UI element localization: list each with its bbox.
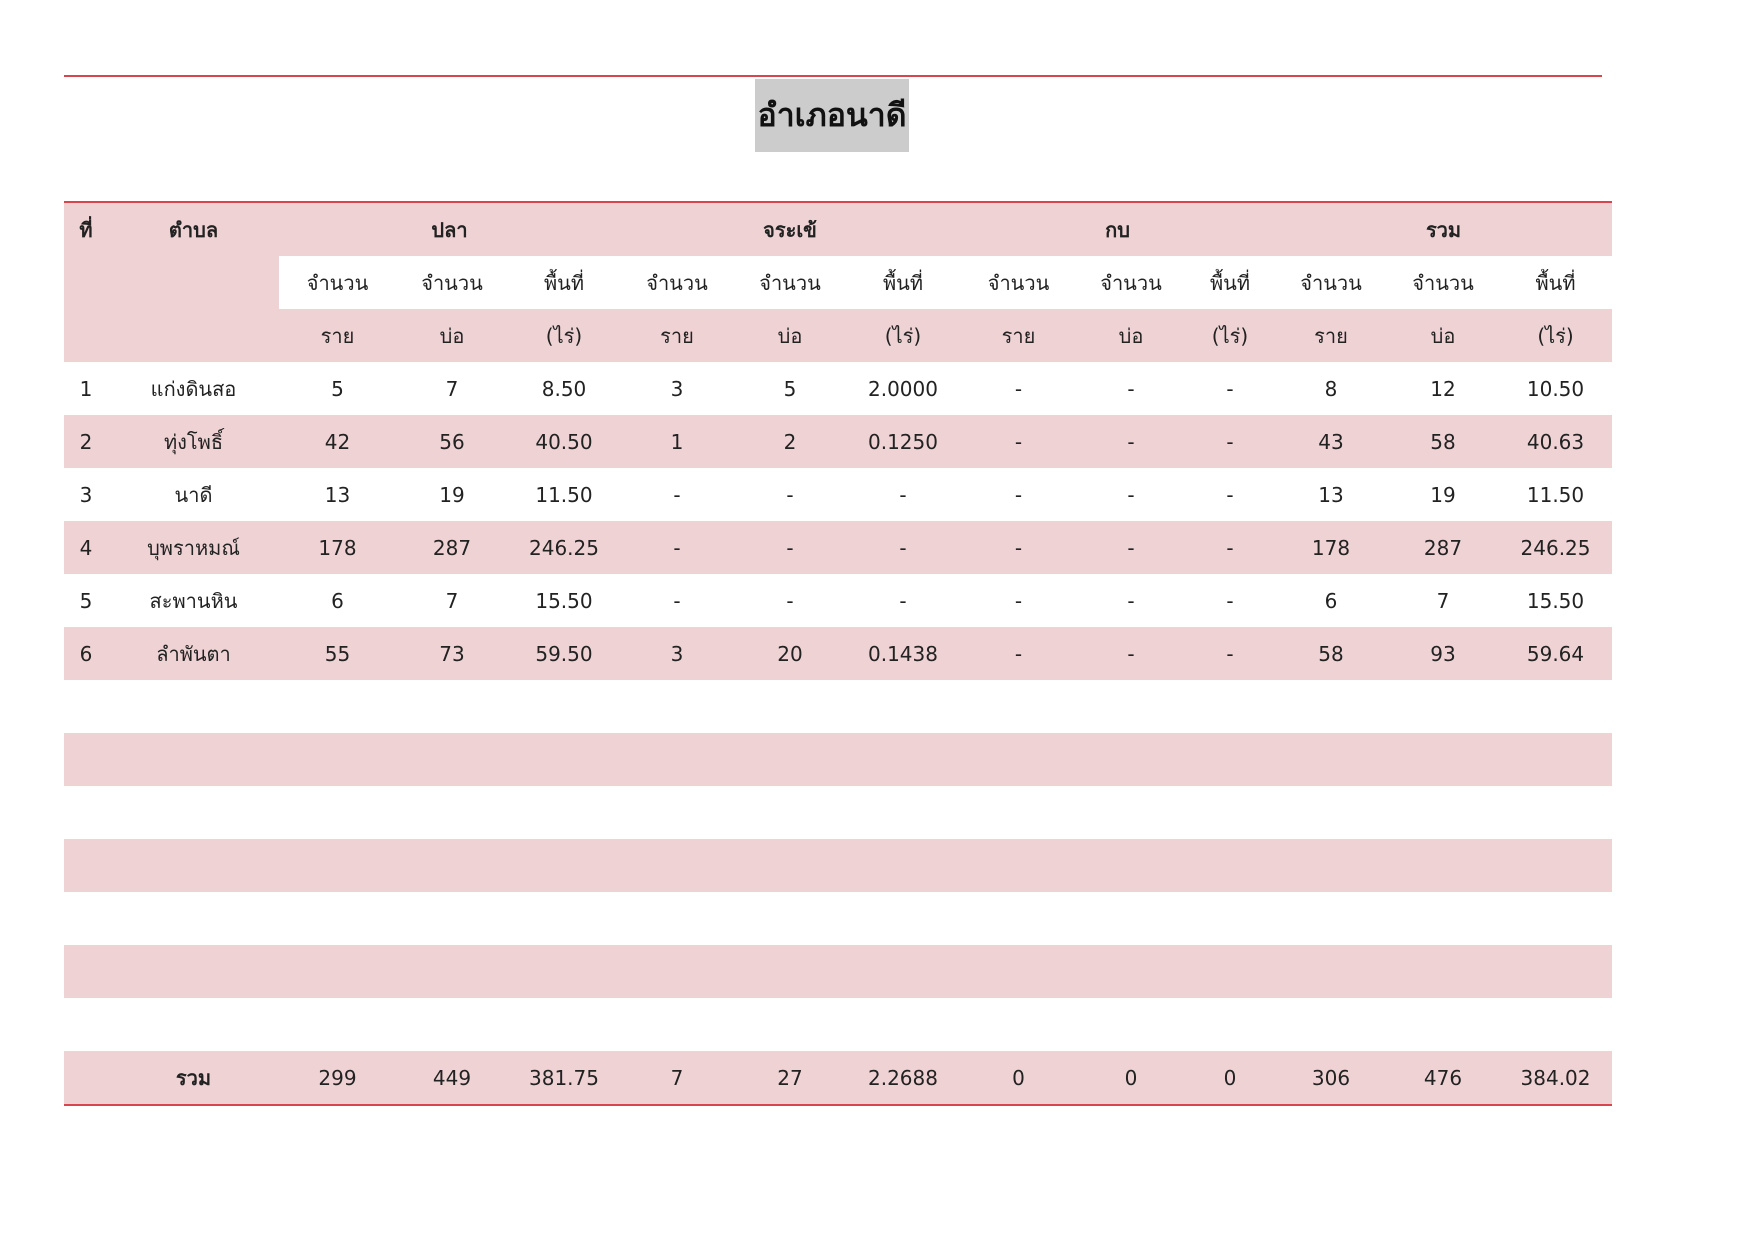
- cell-croc-area: -: [846, 574, 960, 627]
- row-no: 6: [64, 627, 108, 680]
- cell-fish-area: 15.50: [508, 574, 620, 627]
- cell-fish-households: 42: [279, 415, 396, 468]
- top-rule: [64, 75, 1602, 77]
- empty-row: [64, 733, 1612, 786]
- cell-croc-area: 0.1250: [846, 415, 960, 468]
- row-subdistrict: แก่งดินสอ: [108, 362, 279, 415]
- sub2-cell: บ่อ: [734, 309, 846, 362]
- table-row: [64, 521, 1612, 574]
- cell-fish-area: 246.25: [508, 521, 620, 574]
- cell-total-area: 15.50: [1499, 574, 1612, 627]
- cell-total-ponds: 287: [1387, 521, 1499, 574]
- sum-frog-area: 0: [1185, 1051, 1275, 1105]
- cell-total-area: 11.50: [1499, 468, 1612, 521]
- sum-total-households: 306: [1275, 1051, 1387, 1105]
- table-row: [64, 574, 1612, 627]
- sum-croc-households: 7: [620, 1051, 734, 1105]
- cell-fish-households: 5: [279, 362, 396, 415]
- header-frog: กบ: [960, 202, 1275, 256]
- cell-fish-ponds: 19: [396, 468, 508, 521]
- cell-total-households: 13: [1275, 468, 1387, 521]
- cell-frog-ponds: -: [1077, 627, 1185, 680]
- cell-fish-area: 59.50: [508, 627, 620, 680]
- cell-frog-ponds: -: [1077, 415, 1185, 468]
- sub1-cell: พื้นที่: [846, 256, 960, 309]
- sum-fish-ponds: 449: [396, 1051, 508, 1105]
- sum-total-area: 384.02: [1499, 1051, 1612, 1105]
- cell-croc-households: -: [620, 574, 734, 627]
- header-row-sub2: [64, 309, 1612, 362]
- cell-frog-households: -: [960, 468, 1077, 521]
- page-title: อำเภอนาดี: [755, 79, 909, 152]
- header-fish: ปลา: [279, 202, 620, 256]
- cell-croc-ponds: 20: [734, 627, 846, 680]
- sum-croc-area: 2.2688: [846, 1051, 960, 1105]
- cell-fish-ponds: 7: [396, 574, 508, 627]
- cell-total-ponds: 7: [1387, 574, 1499, 627]
- sub2-cell: ราย: [1275, 309, 1387, 362]
- empty-row: [64, 998, 1612, 1051]
- cell-croc-households: -: [620, 521, 734, 574]
- sum-total-ponds: 476: [1387, 1051, 1499, 1105]
- sub1-cell: จำนวน: [279, 256, 396, 309]
- cell-frog-households: -: [960, 362, 1077, 415]
- row-no: 4: [64, 521, 108, 574]
- cell-frog-area: -: [1185, 574, 1275, 627]
- cell-frog-area: -: [1185, 362, 1275, 415]
- empty-row: [64, 786, 1612, 839]
- sub2-cell: บ่อ: [396, 309, 508, 362]
- header-subdistrict: ตำบล: [108, 202, 279, 256]
- cell-total-ponds: 12: [1387, 362, 1499, 415]
- cell-fish-ponds: 7: [396, 362, 508, 415]
- sub2-cell: (ไร่): [508, 309, 620, 362]
- sub1-cell: พื้นที่: [1499, 256, 1612, 309]
- cell-frog-ponds: -: [1077, 521, 1185, 574]
- cell-fish-ponds: 56: [396, 415, 508, 468]
- row-subdistrict: บุพราหมณ์: [108, 521, 279, 574]
- header-row-groups: [64, 202, 1612, 256]
- sub1-cell: จำนวน: [1077, 256, 1185, 309]
- row-no: 2: [64, 415, 108, 468]
- cell-total-households: 58: [1275, 627, 1387, 680]
- table-row: [64, 627, 1612, 680]
- sub1-cell: พื้นที่: [508, 256, 620, 309]
- cell-croc-area: -: [846, 468, 960, 521]
- cell-total-area: 59.64: [1499, 627, 1612, 680]
- cell-frog-area: -: [1185, 415, 1275, 468]
- cell-fish-households: 6: [279, 574, 396, 627]
- cell-frog-households: -: [960, 521, 1077, 574]
- cell-croc-households: 1: [620, 415, 734, 468]
- cell-total-households: 178: [1275, 521, 1387, 574]
- cell-total-ponds: 19: [1387, 468, 1499, 521]
- header-no: ที่: [64, 202, 108, 256]
- cell-total-area: 246.25: [1499, 521, 1612, 574]
- cell-croc-households: 3: [620, 627, 734, 680]
- sub2-cell: บ่อ: [1077, 309, 1185, 362]
- header-total: รวม: [1275, 202, 1612, 256]
- cell-fish-households: 178: [279, 521, 396, 574]
- cell-frog-area: -: [1185, 468, 1275, 521]
- empty-row: [64, 839, 1612, 892]
- sub2-cell: ราย: [620, 309, 734, 362]
- cell-total-ponds: 93: [1387, 627, 1499, 680]
- row-subdistrict: สะพานหิน: [108, 574, 279, 627]
- cell-fish-area: 8.50: [508, 362, 620, 415]
- sub2-cell: (ไร่): [846, 309, 960, 362]
- sub2-cell: ราย: [279, 309, 396, 362]
- table-row: [64, 415, 1612, 468]
- cell-fish-area: 11.50: [508, 468, 620, 521]
- cell-frog-households: -: [960, 574, 1077, 627]
- empty-row: [64, 945, 1612, 998]
- header-crocodile: จระเข้: [620, 202, 960, 256]
- summary-row: [64, 1051, 1612, 1105]
- row-subdistrict: ลำพันตา: [108, 627, 279, 680]
- table-row: [64, 362, 1612, 415]
- sum-frog-ponds: 0: [1077, 1051, 1185, 1105]
- row-subdistrict: นาดี: [108, 468, 279, 521]
- cell-total-households: 43: [1275, 415, 1387, 468]
- row-no: 5: [64, 574, 108, 627]
- row-subdistrict: ทุ่งโพธิ์: [108, 415, 279, 468]
- sub1-cell: จำนวน: [396, 256, 508, 309]
- sub2-cell: (ไร่): [1499, 309, 1612, 362]
- cell-croc-area: 0.1438: [846, 627, 960, 680]
- row-no: 1: [64, 362, 108, 415]
- header-row-sub1: [64, 256, 1612, 309]
- sub2-cell: ราย: [960, 309, 1077, 362]
- cell-croc-households: -: [620, 468, 734, 521]
- cell-croc-households: 3: [620, 362, 734, 415]
- row-no: 3: [64, 468, 108, 521]
- sum-croc-ponds: 27: [734, 1051, 846, 1105]
- sub1-cell: พื้นที่: [1185, 256, 1275, 309]
- sub1-cell: จำนวน: [620, 256, 734, 309]
- sub2-cell: บ่อ: [1387, 309, 1499, 362]
- sub1-cell: จำนวน: [1387, 256, 1499, 309]
- empty-row: [64, 892, 1612, 945]
- sum-fish-households: 299: [279, 1051, 396, 1105]
- cell-frog-ponds: -: [1077, 362, 1185, 415]
- cell-croc-ponds: 5: [734, 362, 846, 415]
- cell-fish-area: 40.50: [508, 415, 620, 468]
- cell-total-households: 6: [1275, 574, 1387, 627]
- cell-frog-ponds: -: [1077, 574, 1185, 627]
- fishery-table: [64, 201, 1612, 1106]
- cell-total-households: 8: [1275, 362, 1387, 415]
- cell-frog-area: -: [1185, 521, 1275, 574]
- cell-fish-households: 55: [279, 627, 396, 680]
- cell-frog-ponds: -: [1077, 468, 1185, 521]
- cell-croc-ponds: -: [734, 574, 846, 627]
- cell-frog-households: -: [960, 415, 1077, 468]
- sum-fish-area: 381.75: [508, 1051, 620, 1105]
- cell-croc-ponds: -: [734, 521, 846, 574]
- cell-croc-ponds: 2: [734, 415, 846, 468]
- cell-frog-area: -: [1185, 627, 1275, 680]
- cell-croc-area: -: [846, 521, 960, 574]
- cell-croc-ponds: -: [734, 468, 846, 521]
- cell-fish-households: 13: [279, 468, 396, 521]
- cell-frog-households: -: [960, 627, 1077, 680]
- sum-frog-households: 0: [960, 1051, 1077, 1105]
- empty-row: [64, 680, 1612, 733]
- cell-total-area: 40.63: [1499, 415, 1612, 468]
- sub1-cell: จำนวน: [734, 256, 846, 309]
- table-row: [64, 468, 1612, 521]
- cell-croc-area: 2.0000: [846, 362, 960, 415]
- cell-total-ponds: 58: [1387, 415, 1499, 468]
- summary-label: รวม: [108, 1051, 279, 1105]
- sub1-cell: จำนวน: [960, 256, 1077, 309]
- sub2-cell: (ไร่): [1185, 309, 1275, 362]
- cell-fish-ponds: 287: [396, 521, 508, 574]
- sub1-cell: จำนวน: [1275, 256, 1387, 309]
- cell-fish-ponds: 73: [396, 627, 508, 680]
- cell-total-area: 10.50: [1499, 362, 1612, 415]
